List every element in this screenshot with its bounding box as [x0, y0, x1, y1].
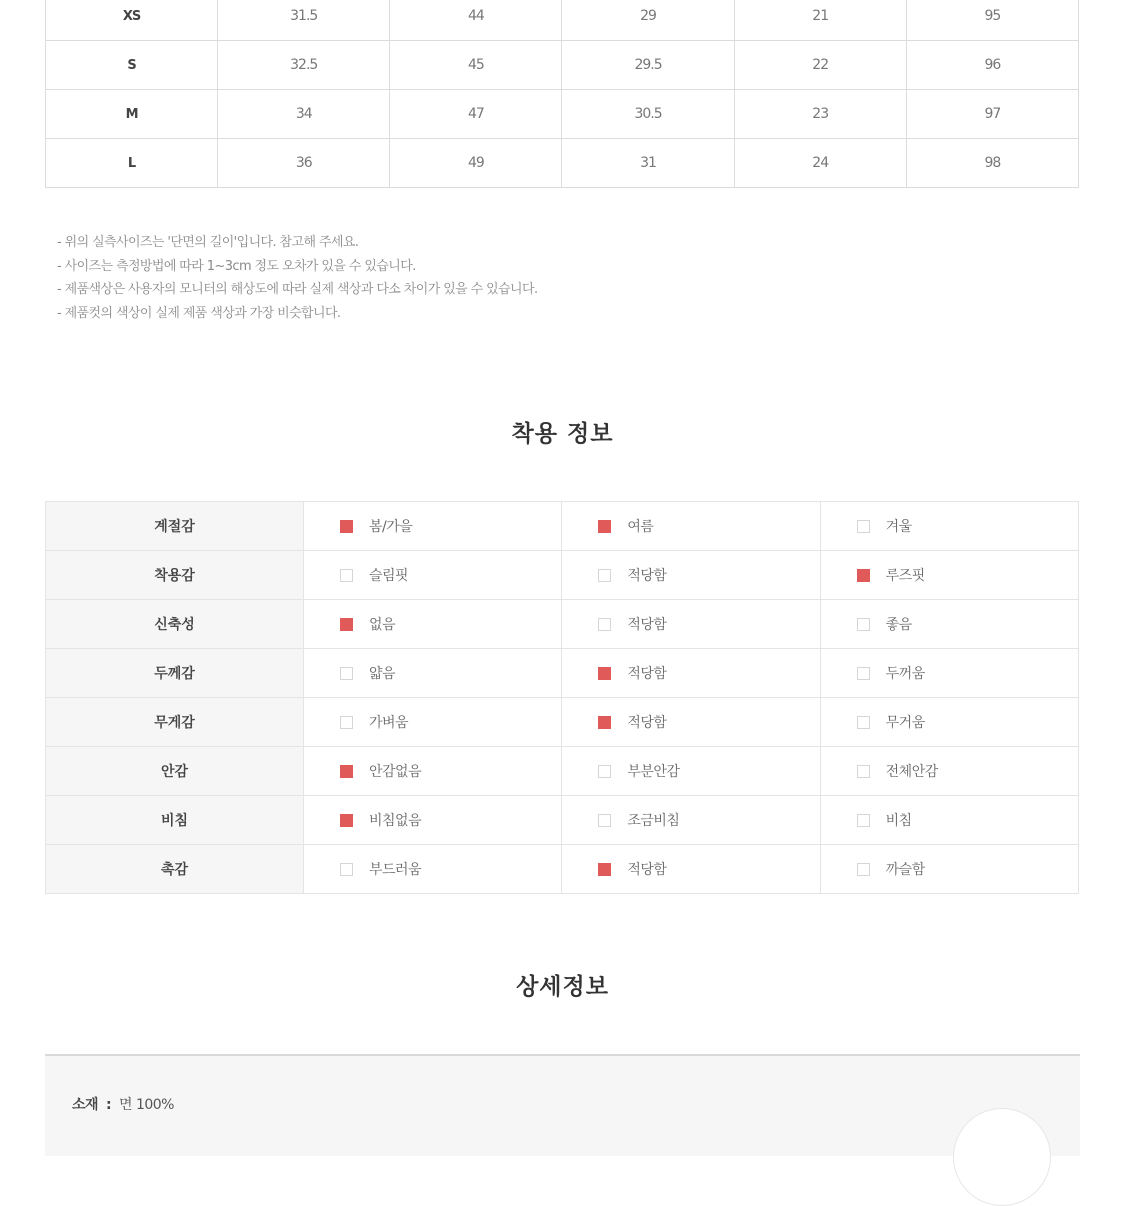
fit-option-label: 루즈핏: [885, 568, 925, 584]
size-value-cell: 31: [562, 139, 734, 188]
fit-option: [562, 859, 819, 879]
unchecked-box-icon: [857, 863, 870, 876]
fit-option-label: 슬림핏: [369, 568, 409, 584]
fit-option-cell: [304, 796, 562, 845]
checked-box-icon: [340, 618, 353, 631]
detail-panel: [45, 1054, 1080, 1156]
size-label-cell: S: [46, 41, 218, 90]
fit-row-label: 신축성: [46, 600, 304, 649]
fit-row: [46, 600, 1079, 649]
fit-option: [821, 810, 1078, 830]
checked-box-icon: [340, 814, 353, 827]
size-value-cell: 44: [390, 0, 562, 41]
note-line: - 위의 실측사이즈는 '단면의 길이'입니다. 참고해 주세요.: [57, 235, 359, 250]
size-label-cell: L: [46, 139, 218, 188]
fit-option-label: 적당함: [627, 617, 667, 633]
fit-info-title: 착용 정보: [511, 421, 614, 447]
fit-option-cell: [820, 845, 1078, 894]
unchecked-box-icon: [340, 716, 353, 729]
fit-option-cell: [304, 600, 562, 649]
size-row: [46, 41, 1079, 90]
fit-option: [821, 516, 1078, 536]
unchecked-box-icon: [598, 814, 611, 827]
fit-row: [46, 698, 1079, 747]
fit-option: [562, 565, 819, 585]
fit-option-label: 비침: [885, 813, 912, 829]
unchecked-box-icon: [340, 863, 353, 876]
fit-row: [46, 502, 1079, 551]
unchecked-box-icon: [857, 814, 870, 827]
fit-option: [562, 516, 819, 536]
fit-info-table: [45, 501, 1079, 894]
fit-option-label: 무거움: [885, 715, 925, 731]
fit-option-label: 좋음: [885, 617, 912, 633]
fit-option-label: 전체안감: [885, 764, 938, 780]
fit-option-label: 조금비침: [627, 813, 680, 829]
fit-option-label: 부분안감: [627, 764, 680, 780]
checked-box-icon: [857, 569, 870, 582]
fit-option-label: 안감없음: [369, 764, 422, 780]
fit-option: [304, 614, 561, 634]
fit-row-label: 무게감: [46, 698, 304, 747]
size-value-cell: 97: [906, 90, 1078, 139]
fit-option-cell: [562, 649, 820, 698]
fit-option-label: 비침없음: [369, 813, 422, 829]
fit-option: [562, 712, 819, 732]
unchecked-box-icon: [598, 569, 611, 582]
size-label-cell: M: [46, 90, 218, 139]
fit-row-label: 두께감: [46, 649, 304, 698]
checked-box-icon: [598, 667, 611, 680]
fit-row: [46, 796, 1079, 845]
fit-option-label: 없음: [369, 617, 396, 633]
fit-option-cell: [562, 845, 820, 894]
fit-option-label: 부드러움: [369, 862, 422, 878]
unchecked-box-icon: [598, 618, 611, 631]
size-value-cell: 29.5: [562, 41, 734, 90]
fit-option-label: 두꺼움: [885, 666, 925, 682]
fit-option-cell: [820, 551, 1078, 600]
size-value-cell: 34: [218, 90, 390, 139]
fit-option-label: 얇음: [369, 666, 396, 682]
fit-row-label: 계절감: [46, 502, 304, 551]
fit-option-label: 겨울: [885, 519, 912, 535]
fit-option: [821, 663, 1078, 683]
fit-option-cell: [562, 502, 820, 551]
fit-option: [304, 761, 561, 781]
size-value-cell: 23: [734, 90, 906, 139]
fit-row: [46, 845, 1079, 894]
fit-row-label: 비침: [46, 796, 304, 845]
size-value-cell: 47: [390, 90, 562, 139]
fit-option: [562, 810, 819, 830]
material-separator: :: [105, 1097, 112, 1113]
fit-option-label: 적당함: [627, 666, 667, 682]
fit-row-label: 촉감: [46, 845, 304, 894]
fit-option-label: 가벼움: [369, 715, 409, 731]
unchecked-box-icon: [340, 569, 353, 582]
checked-box-icon: [598, 716, 611, 729]
fit-option: [821, 859, 1078, 879]
size-value-cell: 45: [390, 41, 562, 90]
fit-option: [304, 565, 561, 585]
fit-option-cell: [820, 649, 1078, 698]
fit-option: [821, 614, 1078, 634]
fit-option-cell: [304, 698, 562, 747]
checked-box-icon: [598, 863, 611, 876]
size-table: [45, 0, 1079, 188]
fit-option-label: 적당함: [627, 568, 667, 584]
fit-option-cell: [820, 747, 1078, 796]
fit-option-label: 여름: [627, 519, 654, 535]
unchecked-box-icon: [857, 520, 870, 533]
size-value-cell: 96: [906, 41, 1078, 90]
fit-option-label: 까슬함: [885, 862, 925, 878]
unchecked-box-icon: [857, 618, 870, 631]
size-value-cell: 21: [734, 0, 906, 41]
fit-row: [46, 649, 1079, 698]
size-value-cell: 36: [218, 139, 390, 188]
fit-option-cell: [820, 796, 1078, 845]
fit-option-cell: [304, 747, 562, 796]
size-row: [46, 0, 1079, 41]
fit-option: [821, 712, 1078, 732]
fit-row: [46, 747, 1079, 796]
unchecked-box-icon: [857, 765, 870, 778]
note-line: - 제품색상은 사용자의 모니터의 해상도에 따라 실제 색상과 다소 차이가 있을 수 있습니다.: [57, 282, 538, 297]
fit-option: [562, 614, 819, 634]
fit-option: [304, 810, 561, 830]
note-line: - 사이즈는 측정방법에 따라 1~3cm 정도 오차가 있을 수 있습니다.: [57, 258, 416, 274]
size-row: [46, 139, 1079, 188]
unchecked-box-icon: [857, 667, 870, 680]
fit-option: [562, 761, 819, 781]
note-line: - 제품컷의 색상이 실제 제품 색상과 가장 비슷합니다.: [57, 305, 341, 321]
size-value-cell: 30.5: [562, 90, 734, 139]
checked-box-icon: [598, 520, 611, 533]
fit-option-cell: [562, 747, 820, 796]
fit-option: [821, 565, 1078, 585]
size-row: [46, 90, 1079, 139]
fit-option-cell: [820, 502, 1078, 551]
scroll-top-button[interactable]: [953, 1108, 1051, 1206]
fit-option: [304, 859, 561, 879]
fit-option: [562, 663, 819, 683]
size-value-cell: 98: [906, 139, 1078, 188]
material-label: 소재: [72, 1097, 99, 1113]
fit-option-cell: [562, 600, 820, 649]
fit-option: [304, 712, 561, 732]
fit-option-label: 봄/가을: [369, 519, 413, 535]
size-value-cell: 95: [906, 0, 1078, 41]
fit-option-cell: [304, 502, 562, 551]
size-value-cell: 31.5: [218, 0, 390, 41]
fit-row-label: 착용감: [46, 551, 304, 600]
fit-row: [46, 551, 1079, 600]
size-value-cell: 49: [390, 139, 562, 188]
fit-option-cell: [304, 649, 562, 698]
size-notes: [57, 231, 538, 325]
fit-option-label: 적당함: [627, 715, 667, 731]
size-value-cell: 32.5: [218, 41, 390, 90]
unchecked-box-icon: [340, 667, 353, 680]
fit-option: [821, 761, 1078, 781]
fit-option-cell: [304, 845, 562, 894]
fit-option: [304, 516, 561, 536]
fit-option-cell: [820, 698, 1078, 747]
fit-option: [304, 663, 561, 683]
fit-option-cell: [562, 698, 820, 747]
material-value: 면 100%: [118, 1097, 174, 1113]
fit-option-cell: [562, 796, 820, 845]
material-line: [72, 1094, 174, 1114]
unchecked-box-icon: [598, 765, 611, 778]
size-value-cell: 29: [562, 0, 734, 41]
checked-box-icon: [340, 765, 353, 778]
fit-option-label: 적당함: [627, 862, 667, 878]
fit-option-cell: [562, 551, 820, 600]
fit-option-cell: [820, 600, 1078, 649]
size-value-cell: 24: [734, 139, 906, 188]
fit-option-cell: [304, 551, 562, 600]
unchecked-box-icon: [857, 716, 870, 729]
checked-box-icon: [340, 520, 353, 533]
fit-row-label: 안감: [46, 747, 304, 796]
size-value-cell: 22: [734, 41, 906, 90]
size-label-cell: XS: [46, 0, 218, 41]
detail-info-title: 상세정보: [516, 974, 609, 1000]
